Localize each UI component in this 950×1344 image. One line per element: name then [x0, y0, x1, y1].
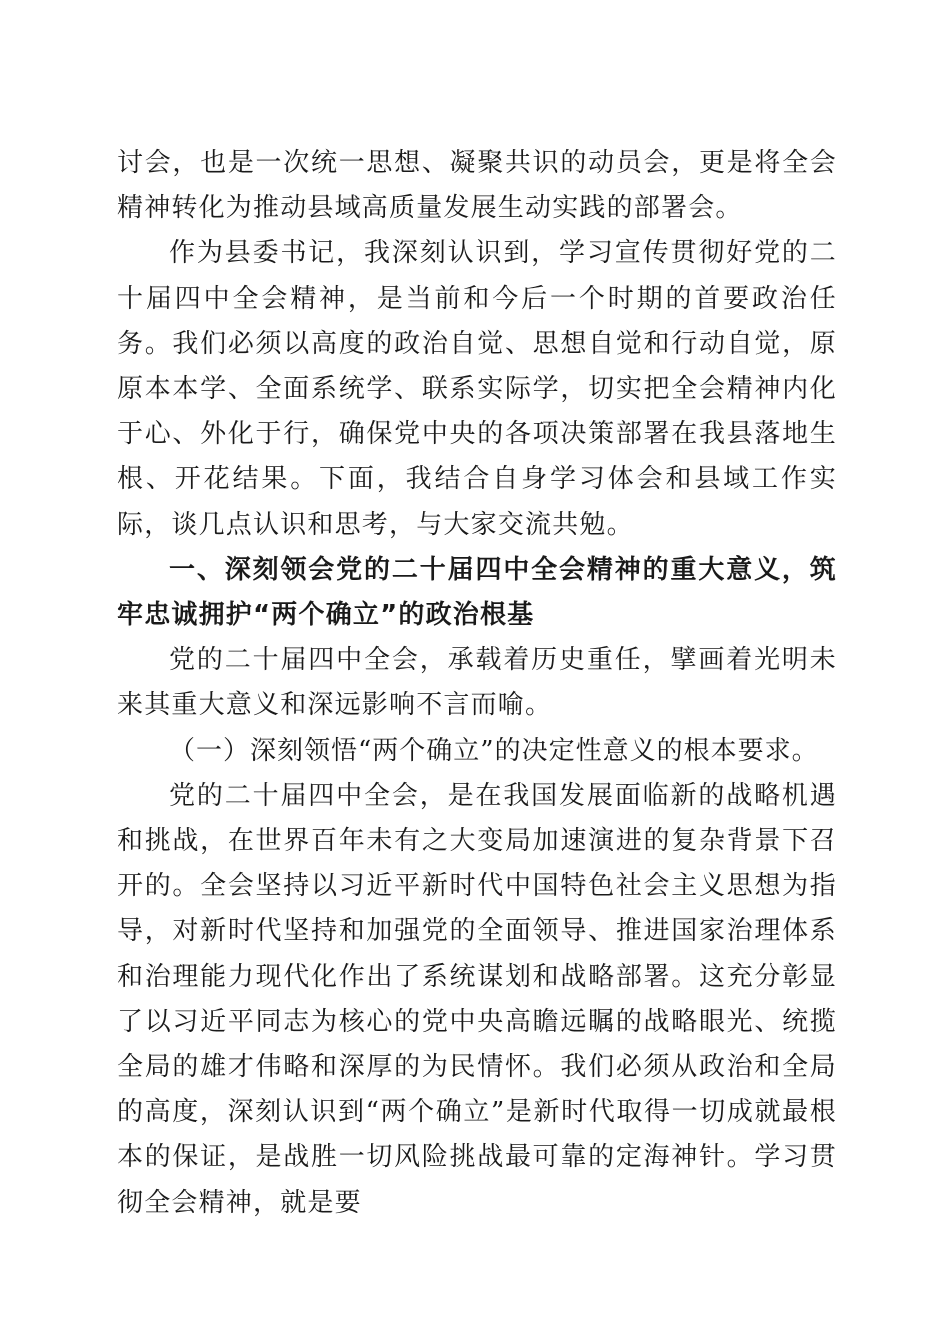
- paragraph-introduction: 作为县委书记，我深刻认识到，学习宣传贯彻好党的二十届四中全会精神，是当前和今后一个时期的首要政治任务。我们必须以高度的政治自觉、思想自觉和行动自觉，原原本本学、全面系统学、联系实际学，切实把全会精神内化于心、外化于行，确保党中央的各项决策部署在我县落地生根、开花结果。下面，我结合自身学习体会和县域工作实际，谈几点认识和思考，与大家交流共勉。: [117, 238, 837, 540]
- subsection-heading-1: （一）深刻领悟“两个确立”的决定性意义的根本要求。: [169, 735, 819, 766]
- paragraph-subsection-1-body: 党的二十届四中全会，是在我国发展面临新的战略机遇和挑战，在世界百年未有之大变局加速演进的复杂背景下召开的。全会坚持以习近平新时代中国特色社会主义思想为指导，对新时代坚持和加强党的全面领导、推进国家治理体系和治理能力现代化作出了系统谋划和战略部署。这充分彰显了以习近平同志为核心的党中央高瞻远瞩的战略眼光、统揽全局的雄才伟略和深厚的为民情怀。我们必须从政治和全局的高度，深刻认识到“两个确立”是新时代取得一切成就最根本的保证，是战胜一切风险挑战最可靠的定海神针。学习贯彻全会精神，就是要: [117, 780, 837, 1218]
- paragraph-continuation: 讨会，也是一次统一思想、凝聚共识的动员会，更是将全会精神转化为推动县域高质量发展生动实践的部署会。: [117, 148, 837, 224]
- section-heading-1: 一、深刻领会党的二十届四中全会精神的重大意义，筑牢忠诚拥护“两个确立”的政治根基: [117, 554, 837, 631]
- paragraph-section-1-intro: 党的二十届四中全会，承载着历史重任，擘画着光明未来其重大意义和深远影响不言而喻。: [117, 645, 837, 721]
- document-body: [117, 141, 837, 1226]
